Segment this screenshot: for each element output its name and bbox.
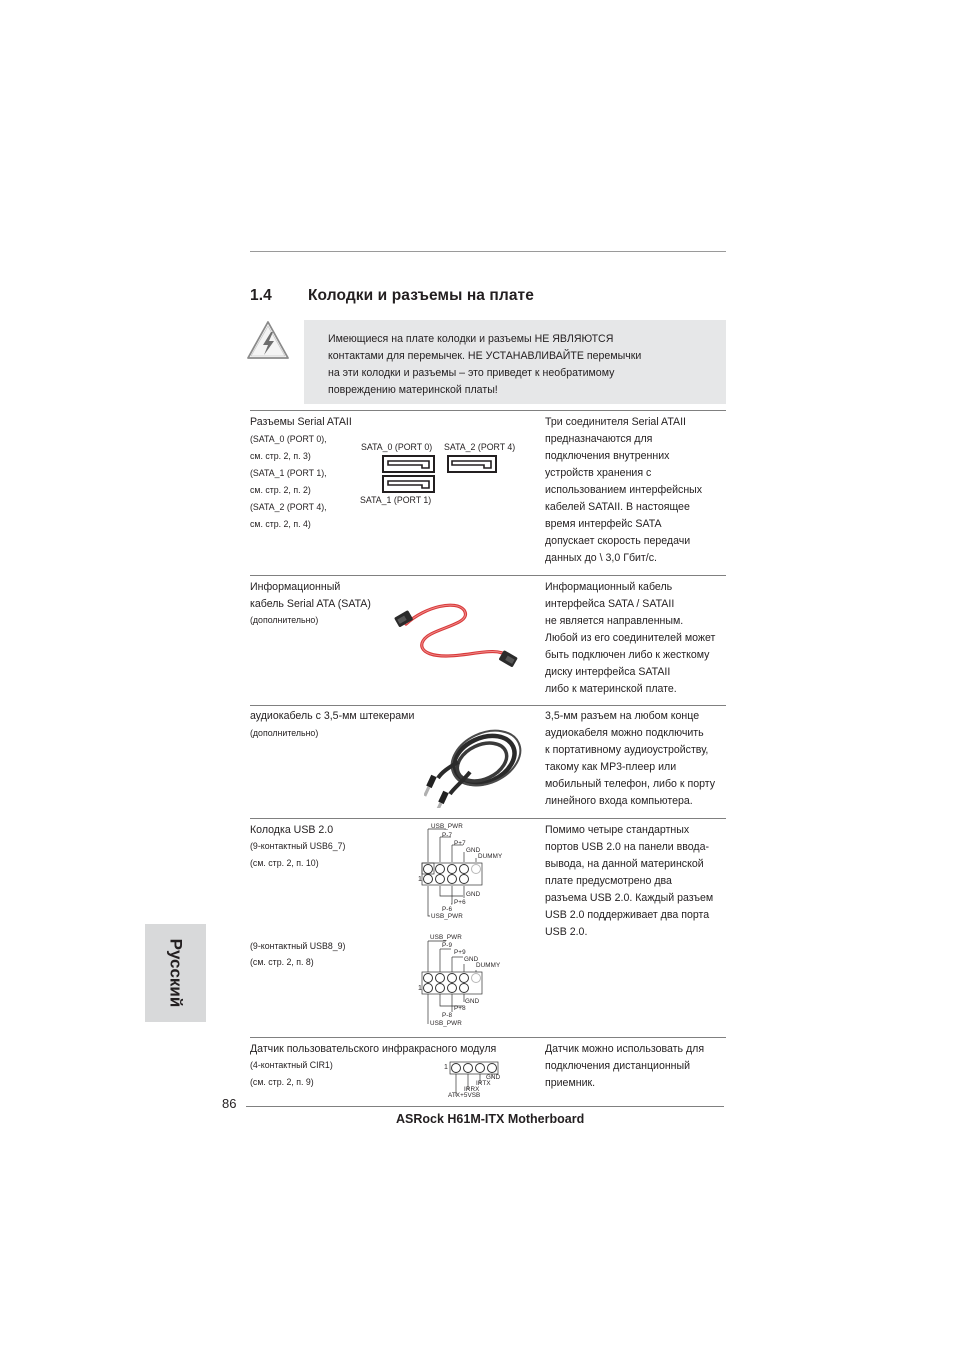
usb67-pin-label: USB_PWR — [431, 823, 463, 830]
warning-line: повреждению материнской платы! — [328, 384, 498, 396]
ir-desc: Датчик можно использовать для — [545, 1043, 705, 1055]
usb-desc: разъема USB 2.0. Каждый разъем — [545, 892, 714, 904]
sata-cable-desc: не является направленным. — [545, 615, 684, 627]
usb89-pin-label: GND — [465, 998, 480, 1005]
usb-pin — [459, 983, 469, 993]
sata-note: (SATA_0 (PORT 0), — [250, 434, 327, 444]
cir-pin — [475, 1063, 485, 1073]
audio-cable-desc: мобильный телефон, либо к порту — [545, 778, 716, 790]
ir-desc: приемник. — [545, 1077, 596, 1089]
sata-note: см. стр. 2, п. 3) — [250, 451, 311, 461]
sata-desc: использованием интерфейсных — [545, 484, 703, 496]
usb67-pin-label: GND — [466, 891, 481, 898]
row-divider — [250, 410, 726, 411]
usb-header-title: Колодка USB 2.0 — [250, 824, 334, 836]
sata-desc: время интерфейс SATA — [545, 518, 662, 530]
usb-pin-dummy — [471, 973, 481, 983]
language-label: Русский — [166, 938, 186, 1008]
usb-pin — [447, 874, 457, 884]
sata-desc: предназначаются для — [545, 433, 653, 445]
sata-note: (SATA_1 (PORT 1), — [250, 468, 327, 478]
usb-pin — [459, 864, 469, 874]
ir-desc: подключения дистанционный — [545, 1060, 691, 1072]
cir-pin — [463, 1063, 473, 1073]
sata-cable-title: кабель Serial ATA (SATA) — [250, 598, 371, 610]
sata-cable-desc: Информационный кабель — [545, 581, 673, 593]
cir-pin-label: IRTX — [476, 1080, 491, 1087]
usb-pin — [423, 973, 433, 983]
audio-cable-desc: 3,5-мм разъем на любом конце — [545, 710, 700, 722]
usb-pin — [423, 874, 433, 884]
usb89-pin-label: USB_PWR — [430, 934, 462, 941]
usb89-pin-label: P-8 — [442, 1012, 453, 1019]
footer-product-name: ASRock H61M-ITX Motherboard — [396, 1112, 585, 1126]
usb-note: (см. стр. 2, п. 10) — [250, 858, 319, 868]
row-divider — [250, 818, 726, 819]
page-number: 86 — [222, 1096, 237, 1111]
warning-line: на эти колодки и разъемы – это приведет к необратимому — [328, 367, 615, 379]
usb89-pin-label: DUMMY — [476, 962, 501, 969]
usb-pin-dummy — [471, 864, 481, 874]
usb89-pin-label: P+8 — [454, 1005, 466, 1012]
section-number: 1.4 — [250, 287, 272, 304]
row-divider — [250, 705, 726, 706]
usb-pin — [423, 864, 433, 874]
language-side-tab — [145, 924, 206, 1022]
audio-cable-desc: такому как MP3-плеер или — [545, 761, 677, 773]
sata-cable-note: (дополнительно) — [250, 615, 319, 625]
usb-pin — [435, 973, 445, 983]
sata-note: см. стр. 2, п. 4) — [250, 519, 311, 529]
usb89-pin-label: P-9 — [442, 942, 453, 949]
usb67-pin-label: GND — [466, 847, 481, 854]
footer-divider — [246, 1106, 724, 1107]
sata-note: (SATA_2 (PORT 4), — [250, 502, 327, 512]
sata-note: см. стр. 2, п. 2) — [250, 485, 311, 495]
usb-pin — [459, 973, 469, 983]
usb-pin — [447, 973, 457, 983]
cir-pin1-mark: 1 — [444, 1064, 448, 1071]
usb67-pin-label: P-6 — [442, 906, 453, 913]
sata-cable-title: Информационный — [250, 581, 341, 593]
usb67-pin-label: P+7 — [454, 840, 466, 847]
usb-pin — [435, 983, 445, 993]
usb67-pin-label: P+6 — [454, 899, 466, 906]
sata-port-stack-icon — [382, 455, 436, 495]
usb-desc: USB 2.0. — [545, 926, 588, 938]
usb-note: (9-контактный USB8_9) — [250, 941, 346, 951]
sata-desc: кабелей SATAII. В настоящее — [545, 501, 690, 513]
sata-desc: данных до \ 3,0 Гбит/с. — [545, 552, 657, 564]
row-divider — [250, 575, 726, 576]
cir-pin-label: IRRX — [464, 1086, 480, 1093]
section-title — [250, 287, 534, 305]
cir-pin — [487, 1063, 497, 1073]
audio-cable-desc: аудиокабеля можно подключить — [545, 727, 704, 739]
sata-cable-desc: быть подключен либо к жесткому — [545, 649, 710, 661]
usb89-pin-diagram — [418, 932, 508, 1036]
sata-desc: подключения внутренних — [545, 450, 670, 462]
sata-cable-desc: либо к материнской плате. — [545, 683, 677, 695]
usb89-pin-label: P+9 — [454, 949, 466, 956]
warning-line: контактами для перемычек. НЕ УСТАНАВЛИВАЙТЕ перемычки — [328, 350, 642, 362]
sata1-label: SATA_1 (PORT 1) — [360, 495, 432, 505]
usb67-pin-label: USB_PWR — [431, 913, 463, 920]
sata-port-single-icon — [447, 455, 497, 473]
audio-cable-title: аудиокабель с 3,5-мм штекерами — [250, 710, 415, 722]
top-divider — [250, 251, 726, 252]
usb-note: (см. стр. 2, п. 8) — [250, 957, 314, 967]
usb-desc: плате предусмотрено два — [545, 875, 672, 887]
audio-cable-image — [424, 722, 524, 808]
usb89-pin-label: GND — [464, 956, 479, 963]
sata0-label: SATA_0 (PORT 0) — [361, 442, 433, 452]
usb-desc: вывода, на данной материнской — [545, 858, 704, 870]
usb67-pin-label: DUMMY — [478, 853, 503, 860]
warning-text — [328, 331, 708, 399]
usb67-pin-diagram — [418, 820, 508, 924]
sata-cable-desc: Любой из его соединителей может — [545, 632, 716, 644]
sata-cable-image — [386, 596, 526, 676]
ir-note: (см. стр. 2, п. 9) — [250, 1077, 314, 1087]
cir-pin-label: GND — [486, 1074, 501, 1081]
sata-desc: допускает скорость передачи — [545, 535, 691, 547]
audio-cable-desc: линейного входа компьютера. — [545, 795, 693, 807]
usb-desc: USB 2.0 поддерживает два порта — [545, 909, 710, 921]
cir-pin-diagram — [444, 1060, 506, 1102]
usb67-pin1-mark: 1 — [418, 876, 422, 883]
sata-cable-desc: диску интерфейса SATAII — [545, 666, 671, 678]
section-heading: Колодки и разъемы на плате — [308, 287, 534, 304]
warning-bolt-icon — [246, 320, 290, 360]
sata2-label: SATA_2 (PORT 4) — [444, 442, 516, 452]
usb-pin — [423, 983, 433, 993]
sata-desc: Три соединителя Serial ATAII — [545, 416, 686, 428]
usb-pin — [459, 874, 469, 884]
usb-desc: Помимо четыре стандартных — [545, 824, 690, 836]
ir-header-title: Датчик пользовательского инфракрасного модуля — [250, 1043, 497, 1055]
usb89-pin-label: USB_PWR — [430, 1020, 462, 1027]
usb-pin — [447, 983, 457, 993]
cir-pin-label: ATX+5VSB — [448, 1092, 481, 1099]
usb67-pin-label: P-7 — [442, 832, 453, 839]
row-divider — [250, 1037, 726, 1038]
usb-desc: портов USB 2.0 на панели ввода- — [545, 841, 710, 853]
usb-pin — [435, 874, 445, 884]
usb-note: (9-контактный USB6_7) — [250, 841, 346, 851]
usb-pin — [435, 864, 445, 874]
warning-line: Имеющиеся на плате колодки и разъемы НЕ ЯВЛЯЮТСЯ — [328, 333, 614, 345]
audio-cable-note: (дополнительно) — [250, 728, 319, 738]
usb89-pin1-mark: 1 — [418, 985, 422, 992]
sata-cable-desc: интерфейса SATA / SATAII — [545, 598, 675, 610]
usb-pin — [447, 864, 457, 874]
audio-cable-desc: к портативному аудиоустройству, — [545, 744, 709, 756]
sata-desc: устройств хранения с — [545, 467, 652, 479]
ir-note: (4-контактный CIR1) — [250, 1060, 333, 1070]
sata-ports-title: Разъемы Serial ATAII — [250, 416, 352, 428]
cir-pin — [451, 1063, 461, 1073]
